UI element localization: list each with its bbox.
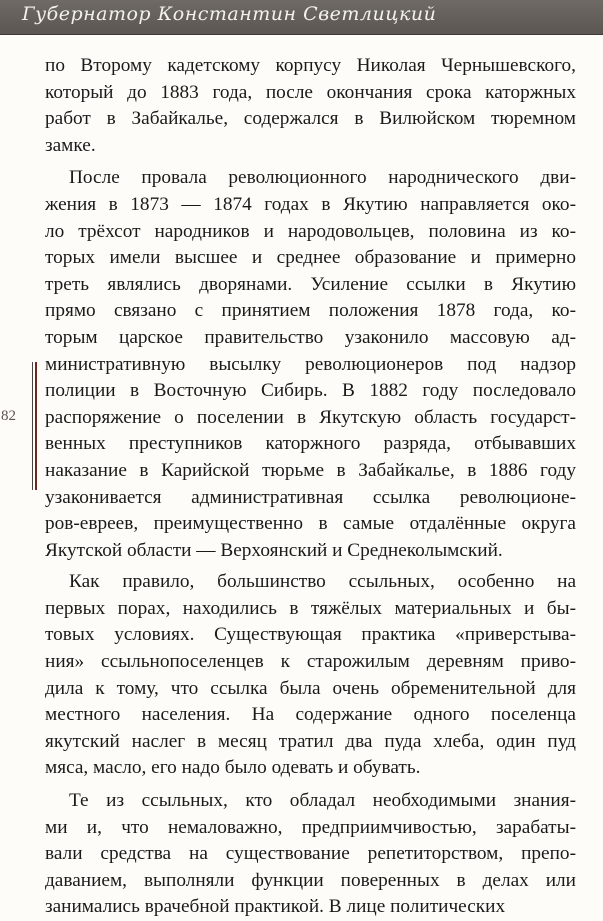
text-line: Якутской области — Верхоянский и Среднеколымский.: [45, 539, 503, 561]
margin-rule: [32, 362, 38, 490]
text-line: Как правило, большинство ссыльных, особенно на: [69, 571, 576, 593]
text-line: товых условиях. Существующая практика «приверстыва-: [45, 624, 576, 646]
text-line: замке.: [45, 134, 96, 156]
text-line: министративную высылку революционеров под надзор: [45, 353, 576, 375]
text-line: по Второму кадетскому корпусу Николая Чернышевского,: [45, 55, 576, 76]
body-text: [45, 53, 576, 921]
text-line: Те из ссыльных, кто обладал необходимыми знания-: [69, 790, 576, 812]
text-line: распоряжение о поселении в Якутскую область государст-: [45, 406, 576, 428]
text-line: ния» ссыльнопоселенцев к старожилым деревням приво-: [45, 651, 576, 673]
text-line: венных преступников каторжного разряда, отбывавших: [45, 433, 576, 455]
text-line: якутский наслег в месяц тратил два пуда хлеба, один пуд: [45, 730, 576, 752]
text-line: первых порах, находились в тяжёлых материальных и бы-: [45, 597, 576, 619]
text-line: местного населения. На содержание одного поселенца: [45, 704, 576, 726]
text-line: жения в 1873 — 1874 годах в Якутию направляется око-: [45, 193, 576, 215]
text-line: узаконивается административная ссылка революционе-: [45, 486, 576, 508]
text-line: ров-евреев, преимущественно в самые отдалённые округа: [45, 513, 576, 535]
text-line: торым царское правительство узаконило массовую ад-: [45, 326, 576, 348]
paragraph: [45, 788, 576, 921]
text-line: работ в Забайкалье, содержался в Вилюйском тюремном: [45, 108, 576, 130]
text-line: вали средства на существование репетиторством, препо-: [45, 843, 576, 865]
text-line: мяса, масло, его надо было одевать и обувать.: [45, 757, 421, 779]
text-line: ло трёхсот народников и народовольцев, половина из ко-: [45, 220, 576, 242]
text-line: ми и, что немаловажно, предприимчивостью, зарабаты-: [45, 816, 576, 838]
paragraph: [45, 53, 576, 159]
paragraph: [45, 165, 576, 564]
running-head-band: [0, 0, 603, 34]
text-line: который до 1883 года, после окончания срока каторжных: [45, 81, 576, 103]
running-head: Губернатор Константин Светлицкий: [22, 3, 437, 25]
text-line: полиции в Восточную Сибирь. В 1882 году последовало: [45, 380, 576, 402]
text-line: занимались врачебной практикой. В лице политических: [45, 896, 506, 918]
text-line: даванием, выполняли функции поверенных в делах или: [45, 869, 576, 891]
text-line: После провала революционного народнического дви-: [69, 167, 576, 189]
page-number: 82: [1, 408, 16, 424]
text-line: наказание в Карийской тюрьме в Забайкалье, в 1886 году: [45, 459, 576, 481]
text-line: торых имели высшее и среднее образование и примерно: [45, 247, 576, 269]
text-line: прямо связано с принятием положения 1878 года, ко-: [45, 300, 576, 322]
text-line: треть являлись дворянами. Усиление ссылки в Якутию: [45, 273, 576, 295]
text-line: дила к тому, что ссылка была очень обременительной для: [45, 677, 576, 699]
paragraph: [45, 569, 576, 782]
